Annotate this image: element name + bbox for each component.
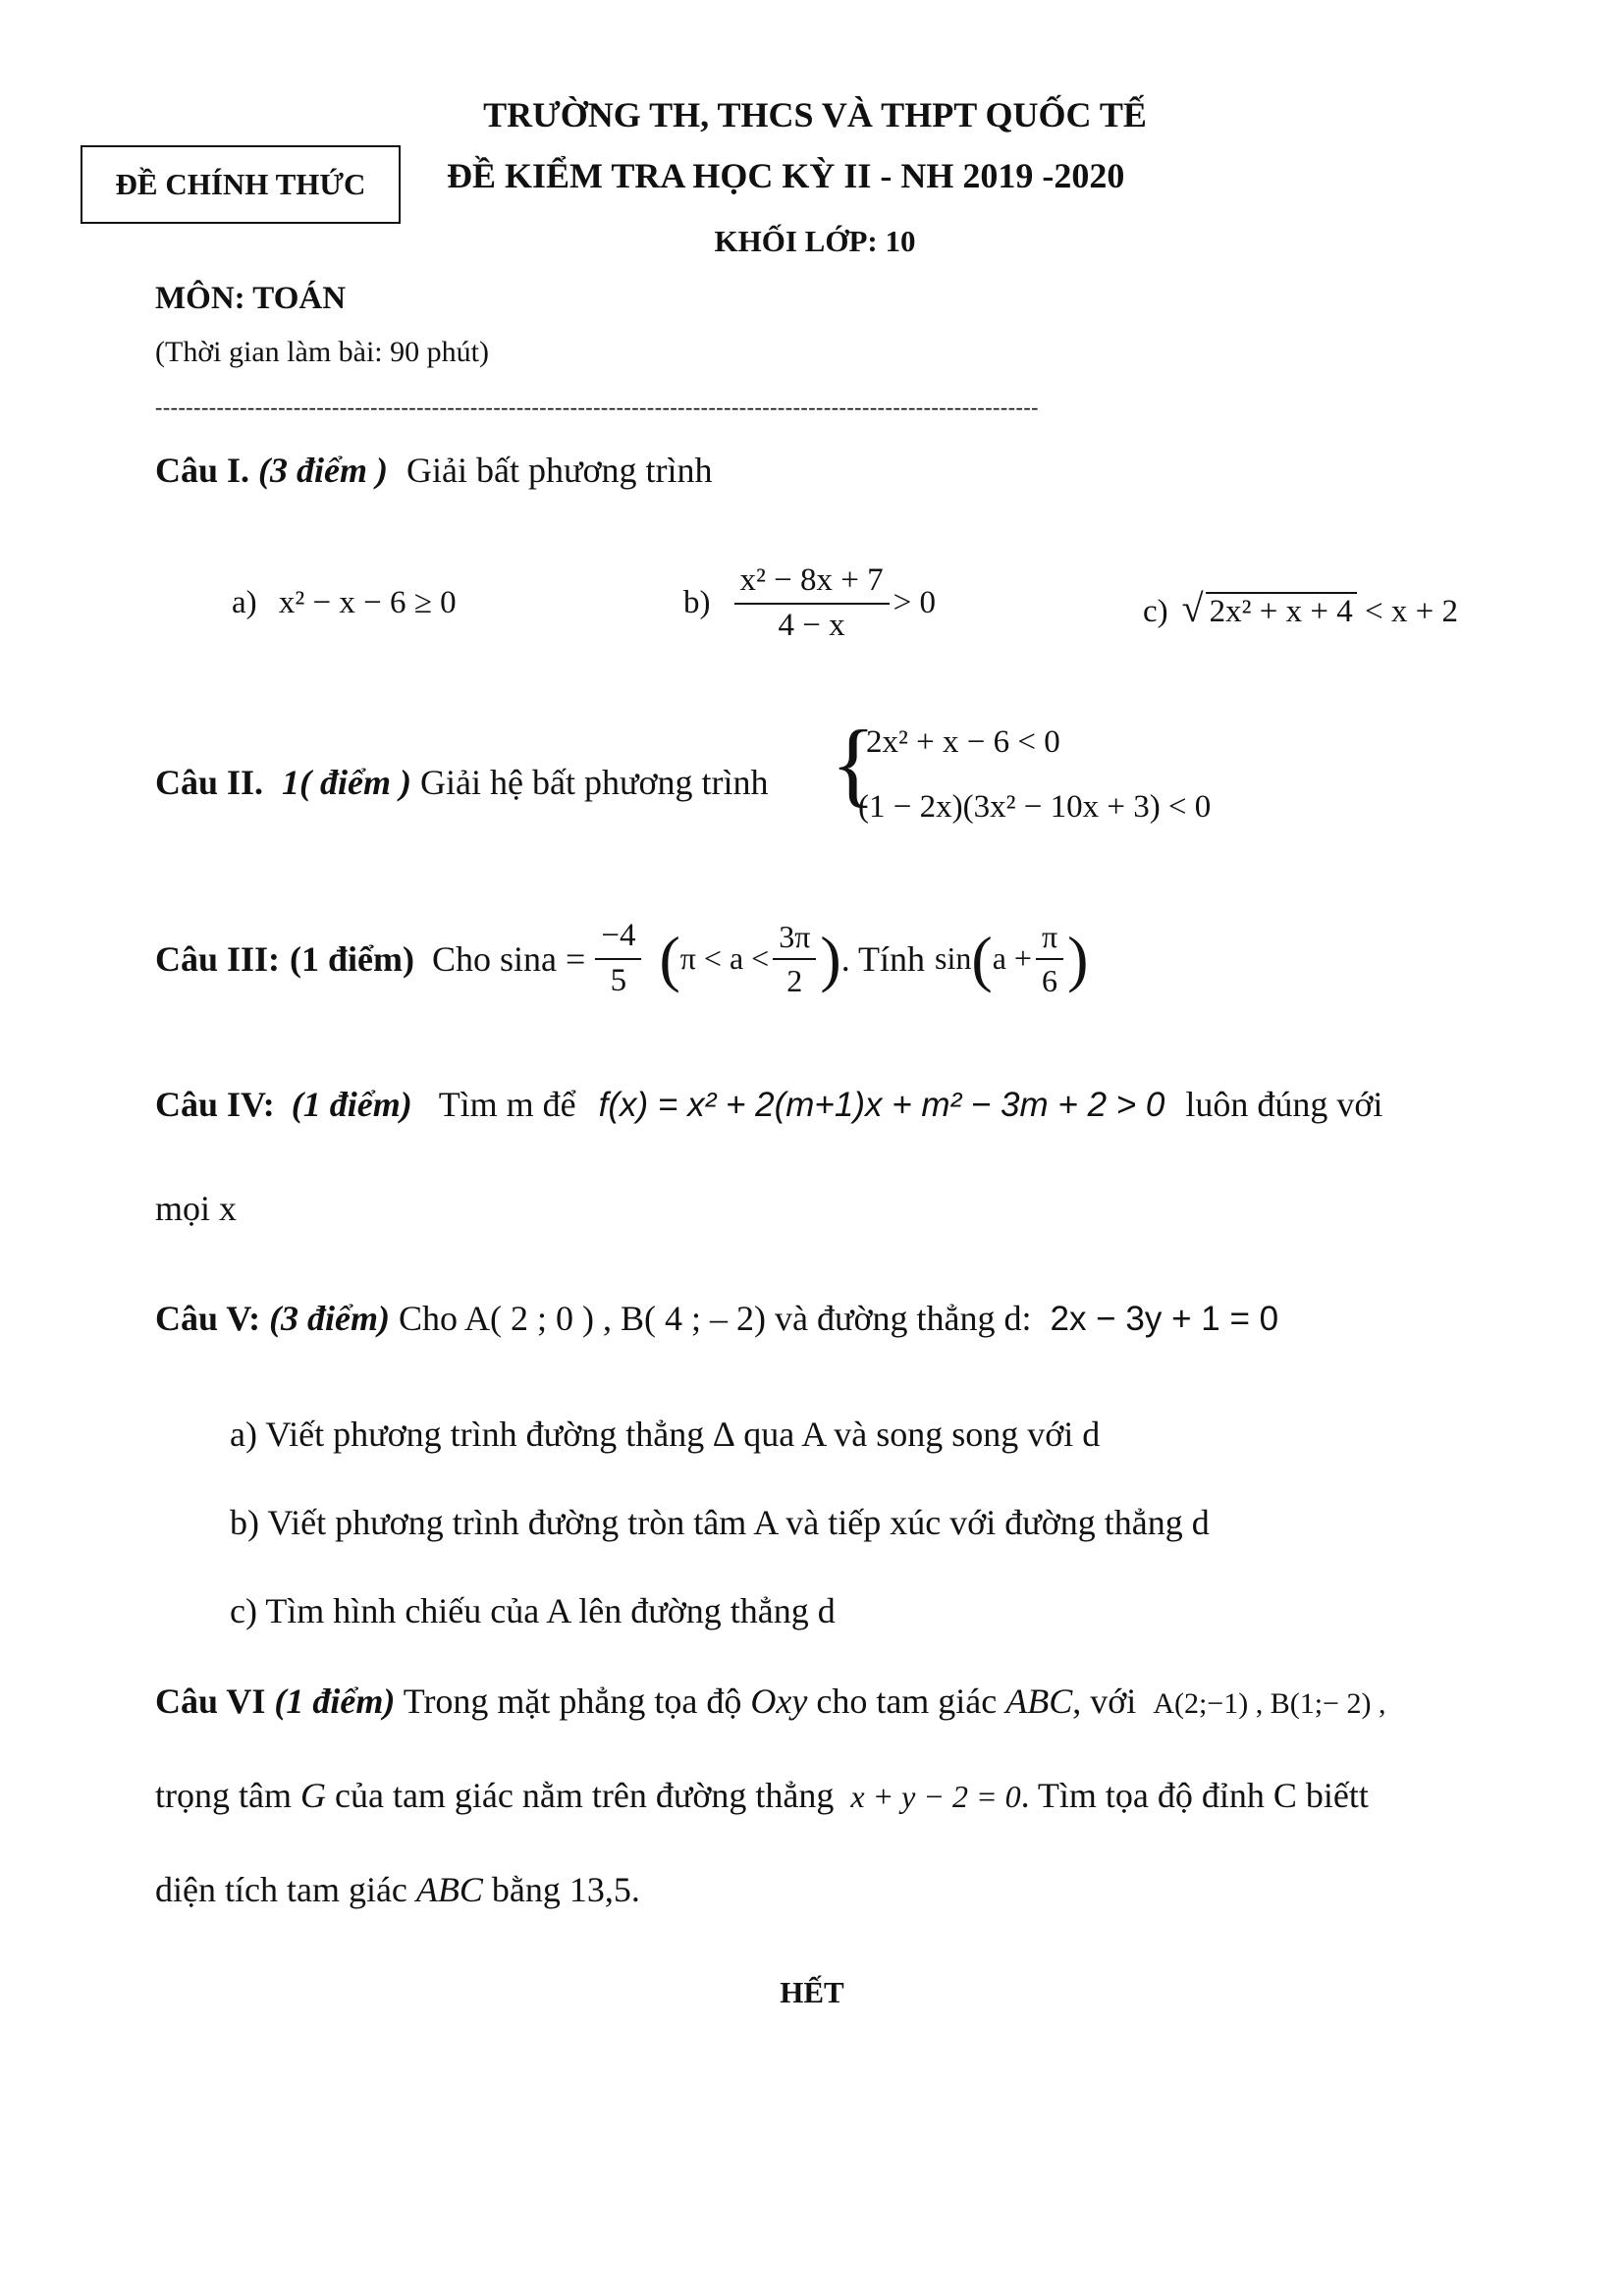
question-3-denominator: 5 [610, 962, 627, 998]
question-5-label: Câu V: [155, 1299, 261, 1338]
question-1a [232, 585, 457, 621]
question-3-condition-denominator: 2 [786, 962, 803, 998]
question-6-oxy: Oxy [750, 1682, 808, 1721]
end-label: HẾT [780, 1975, 844, 2009]
question-1c-rest: < x + 2 [1364, 594, 1458, 629]
question-2-heading [155, 762, 769, 803]
question-2-line-1: 2x² + x − 6 < 0 [866, 724, 1060, 760]
question-6-abc: ABC [1005, 1682, 1073, 1721]
question-5-prompt: Cho A( 2 ; 0 ) , B( 4 ; – 2) và đường thẳng d: [399, 1299, 1032, 1338]
question-4-points: (1 điểm) [291, 1085, 412, 1124]
question-6-abc-2: ABC [415, 1870, 483, 1909]
question-5-points: (3 điểm) [269, 1299, 391, 1338]
question-3-condition: π < a < [679, 940, 770, 977]
question-2-points: 1( điểm ) [282, 763, 412, 802]
question-1a-expr: x² − x − 6 ≥ 0 [278, 585, 457, 620]
question-3-fraction [595, 917, 641, 1000]
question-1b-denominator: 4 − x [778, 607, 845, 643]
question-6-line-1 [155, 1681, 1385, 1722]
question-1b [683, 561, 936, 645]
question-6-text-1b: cho tam giác [816, 1682, 998, 1721]
question-3-points: (1 điểm) [290, 938, 415, 979]
question-6-line-eq: x + y − 2 = 0 [850, 1779, 1021, 1814]
time-label: (Thời gian làm bài: 90 phút) [155, 336, 489, 368]
sqrt-icon: √ [1181, 586, 1204, 630]
question-3-argument-fraction [1036, 918, 1063, 999]
left-paren-icon: ( [659, 923, 680, 993]
grade-label: KHỐI LỚP: 10 [714, 224, 916, 258]
left-paren-icon: ( [971, 923, 993, 993]
question-6-label: Câu VI [155, 1682, 266, 1721]
question-3-condition-numerator: 3π [773, 918, 816, 959]
brace-icon: { [831, 711, 877, 816]
question-4-expr: f(x) = x² + 2(m+1)x + m² − 3m + 2 > 0 [598, 1086, 1165, 1124]
question-1a-label: a) [232, 585, 257, 620]
exam-title: ĐỀ KIỂM TRA HỌC KỲ II - NH 2019 -2020 [447, 156, 1125, 195]
question-2-label: Câu II. [155, 763, 264, 802]
question-2-line-2: (1 − 2x)(3x² − 10x + 3) < 0 [858, 789, 1212, 825]
question-1b-label: b) [683, 585, 711, 621]
subject-label: MÔN: TOÁN [155, 281, 347, 316]
question-6-line-2 [155, 1775, 1369, 1816]
question-2-prompt: Giải hệ bất phương trình [420, 763, 769, 802]
question-3-tinh: . Tính [840, 938, 926, 979]
school-name: TRƯỜNG TH, THCS VÀ THPT QUỐC TẾ [483, 95, 1147, 134]
question-4-label: Câu IV: [155, 1085, 275, 1124]
question-3-prompt: Cho sina = [432, 938, 586, 979]
question-5-expr: 2x − 3y + 1 = 0 [1050, 1300, 1279, 1338]
divider: ------------------------------------------------------------------------------------------------------------------- [155, 395, 1040, 419]
question-1c-radicand: 2x² + x + 4 [1206, 592, 1357, 630]
question-3 [155, 917, 1088, 1000]
right-paren-icon: ) [820, 923, 841, 993]
question-5-item-c: c) Tìm hình chiếu của A lên đường thẳng d [230, 1591, 836, 1630]
question-6-points-ab: A(2;−1) , B(1;− 2) , [1153, 1687, 1386, 1720]
question-1b-relation: > 0 [893, 585, 936, 621]
question-6-text-3a: diện tích tam giác [155, 1870, 407, 1909]
official-badge [81, 145, 401, 224]
question-1b-numerator: x² − 8x + 7 [734, 561, 890, 605]
question-6-g: G [299, 1776, 326, 1815]
question-6-text-2a: trọng tâm [155, 1776, 292, 1815]
question-5-item-a: a) Viết phương trình đường thẳng ∆ qua A và song song với d [230, 1415, 1101, 1454]
official-badge-text: ĐỀ CHÍNH THỨC [115, 167, 366, 201]
question-4-tail: luôn đúng với [1185, 1085, 1383, 1124]
question-3-condition-fraction [773, 918, 816, 999]
question-3-label: Câu III: [155, 938, 281, 979]
question-1-prompt: Giải bất phương trình [406, 451, 713, 490]
question-3-sin: sin [935, 940, 972, 977]
question-1c [1143, 585, 1458, 631]
question-3-numerator: −4 [595, 917, 641, 960]
question-3-argument-denominator: 6 [1042, 962, 1058, 998]
question-1-label: Câu I. [155, 451, 250, 490]
question-5-item-b: b) Viết phương trình đường tròn tâm A và tiếp xúc với đường thẳng d [230, 1503, 1210, 1542]
question-6-text-1a: Trong mặt phẳng tọa độ [403, 1682, 742, 1721]
question-6-text-1c: , với [1072, 1682, 1137, 1721]
question-6-text-3b: bằng 13,5. [491, 1870, 640, 1909]
question-1-points: (3 điểm ) [258, 451, 388, 490]
question-4-line-2: mọi x [155, 1189, 238, 1228]
question-4-prompt: Tìm m để [438, 1085, 576, 1124]
question-3-argument: a + [992, 940, 1032, 977]
question-3-argument-numerator: π [1036, 918, 1063, 959]
question-6-text-2c: . Tìm tọa độ đỉnh C biếtt [1020, 1776, 1369, 1815]
question-1b-fraction [734, 561, 890, 645]
question-5 [155, 1298, 1278, 1339]
question-6-line-3 [155, 1869, 640, 1910]
question-1-heading [155, 450, 713, 491]
question-6-points: (1 điểm) [274, 1682, 396, 1721]
right-paren-icon: ) [1067, 923, 1089, 993]
question-1c-label: c) [1143, 594, 1168, 629]
question-6-text-2b: của tam giác nằm trên đường thẳng [334, 1776, 835, 1815]
question-4 [155, 1084, 1382, 1125]
